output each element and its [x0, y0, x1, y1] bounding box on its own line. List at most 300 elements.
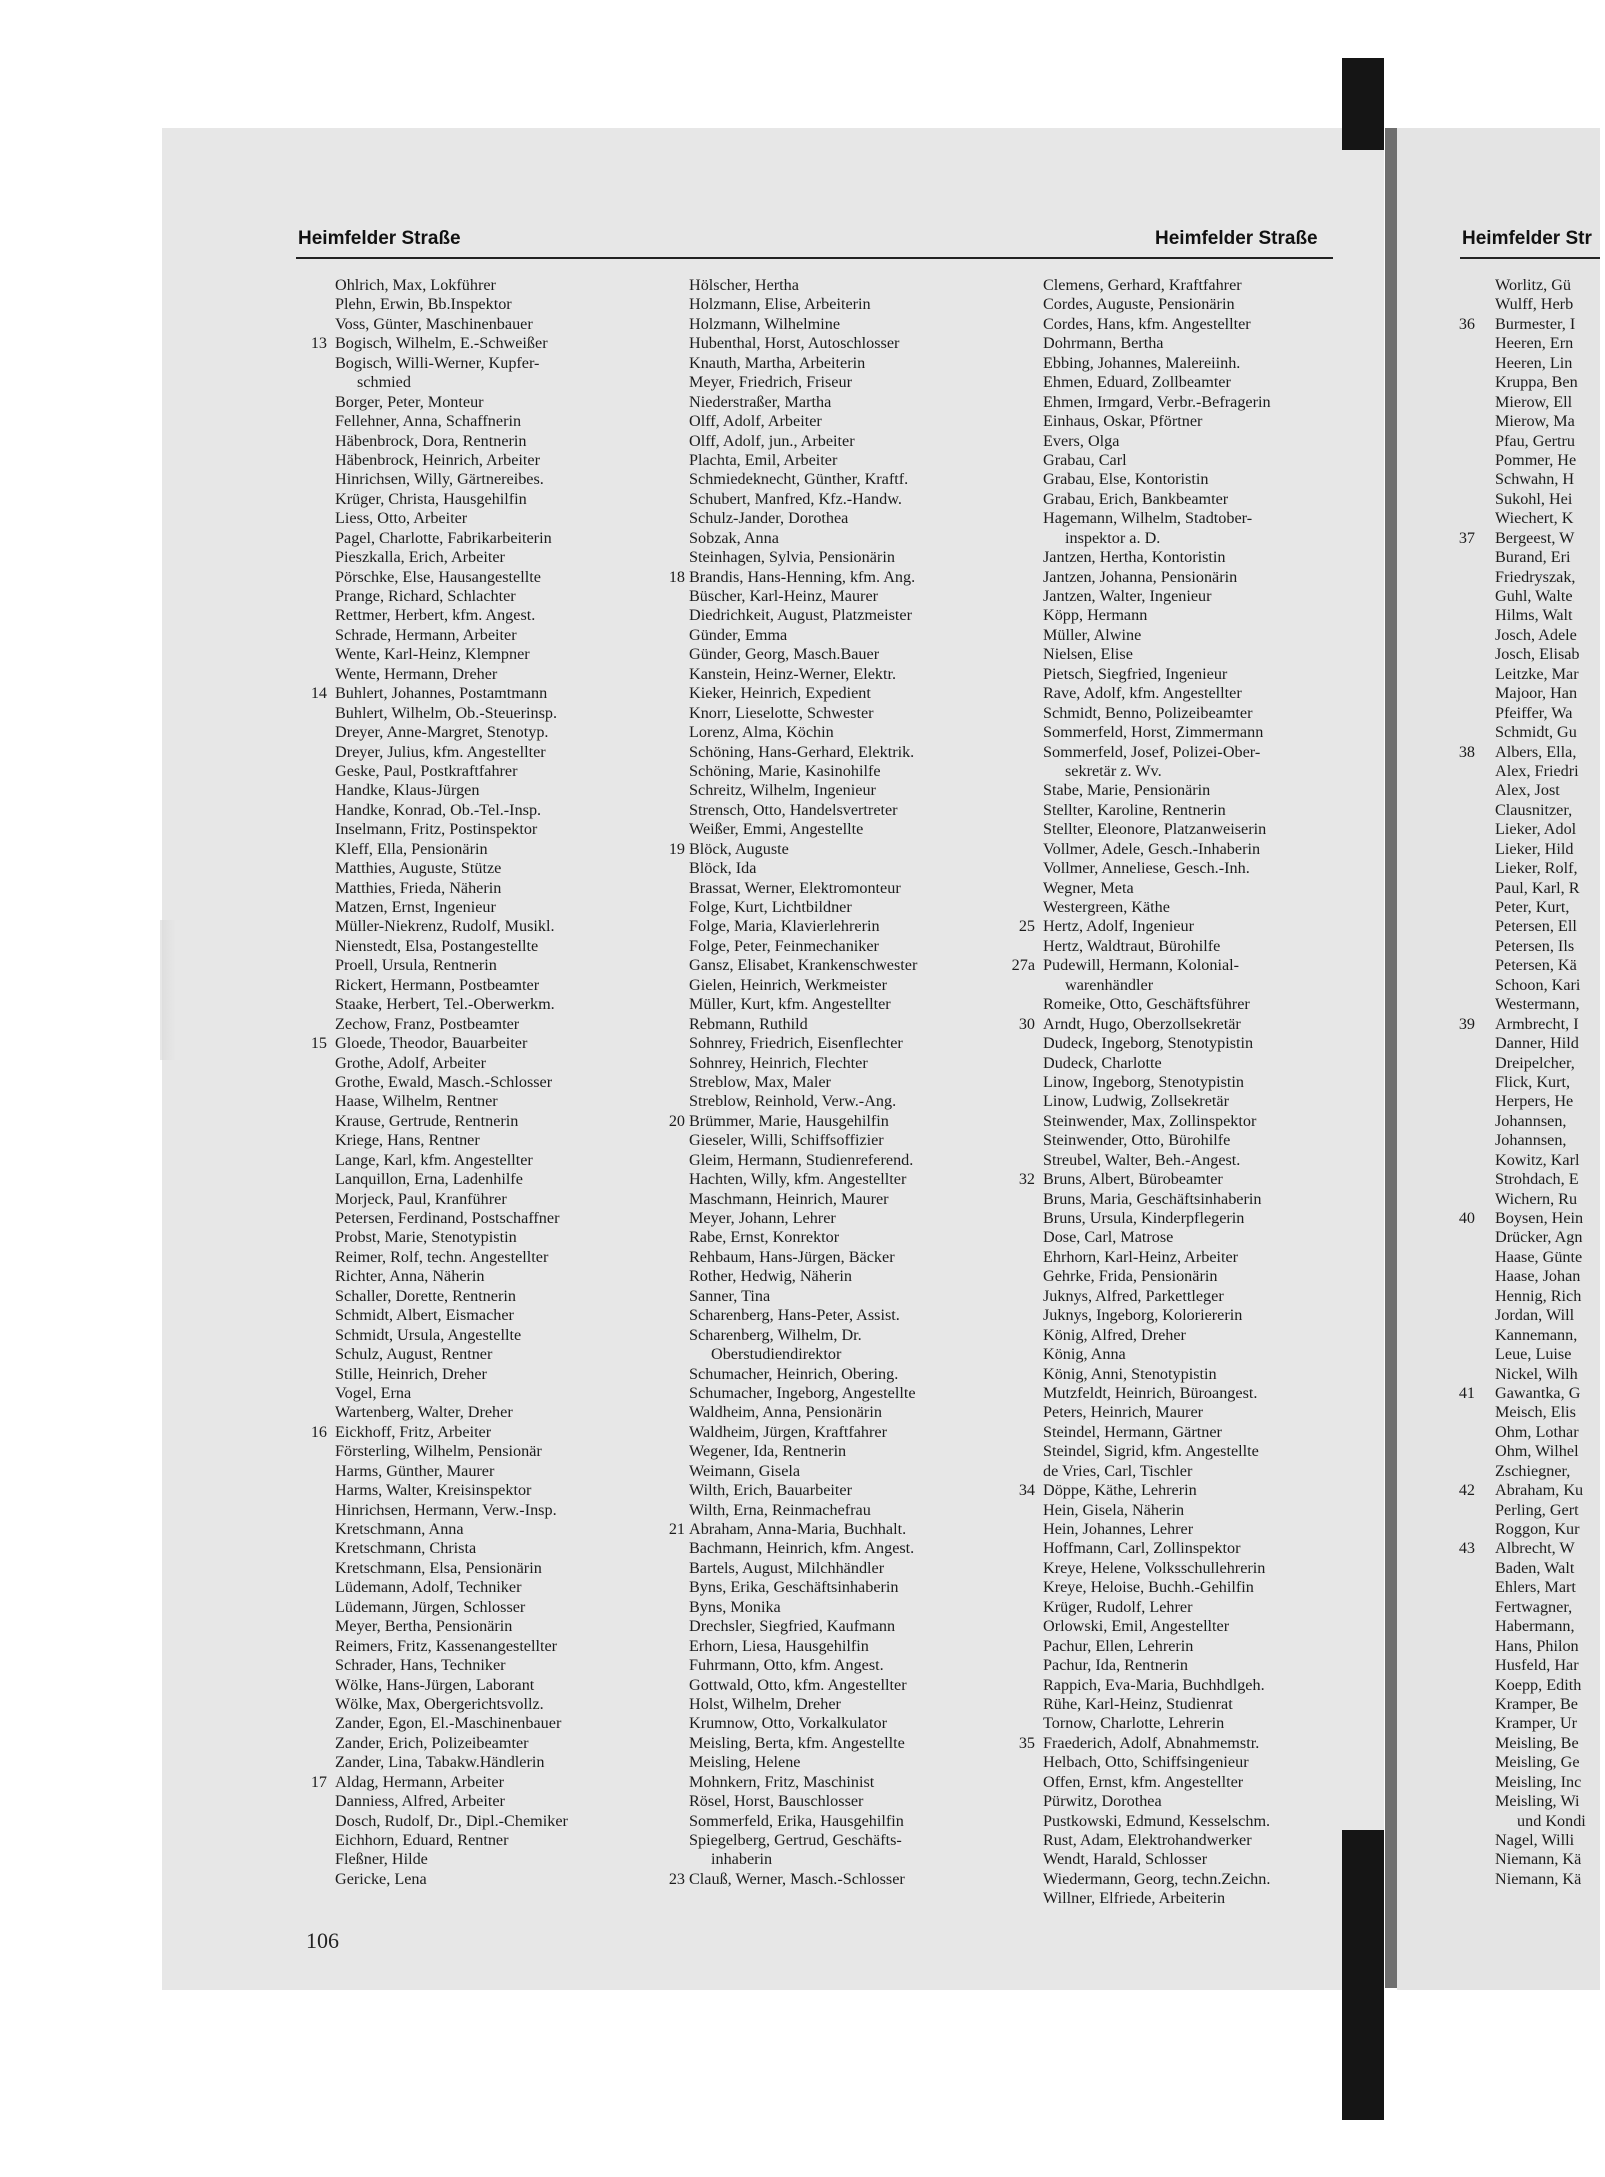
entry-text: Stellter, Karoline, Rentnerin — [1043, 800, 1226, 819]
directory-entry — [1495, 432, 1605, 451]
margin-smudge — [160, 920, 176, 1060]
directory-entry — [310, 684, 665, 703]
directory-entry — [1495, 509, 1605, 528]
entry-text: Kretschmann, Christa — [335, 1539, 477, 1558]
entry-text: Dreipelcher, — [1495, 1053, 1575, 1072]
entry-text: Ohm, Lothar — [1495, 1422, 1579, 1441]
header-rule-right-page — [1460, 257, 1600, 259]
directory-entry — [335, 1131, 665, 1150]
entry-text: Pachur, Ida, Rentnerin — [1043, 1656, 1188, 1675]
directory-entry — [689, 626, 1019, 645]
entry-text: Kanstein, Heinz-Werner, Elektr. — [689, 664, 897, 683]
directory-entry — [1495, 1092, 1605, 1111]
directory-entry — [1043, 1792, 1343, 1811]
directory-entry — [689, 1228, 1019, 1247]
directory-entry — [1495, 1112, 1605, 1131]
house-number: 21 — [668, 1520, 685, 1538]
entry-text: Borger, Peter, Monteur — [335, 392, 484, 411]
directory-entry — [1043, 859, 1343, 878]
entry-text: Zander, Egon, El.-Maschinenbauer — [335, 1714, 562, 1733]
house-number: 14 — [310, 684, 327, 703]
directory-entry — [1043, 1676, 1343, 1695]
entry-text: Nickel, Wilh — [1495, 1364, 1578, 1383]
directory-entry — [335, 1676, 665, 1695]
directory-entry — [335, 898, 665, 917]
directory-entry — [1043, 1190, 1343, 1209]
entry-text: Haase, Johan — [1495, 1267, 1581, 1286]
directory-entry — [1043, 1267, 1343, 1286]
directory-entry — [1043, 645, 1343, 664]
entry-text: Grabau, Carl — [1043, 450, 1127, 469]
directory-entry — [1495, 801, 1605, 820]
directory-entry — [1495, 859, 1605, 878]
page-number: 106 — [306, 1928, 339, 1953]
entry-text: Eichhorn, Eduard, Rentner — [335, 1831, 509, 1849]
entry-text: Pagel, Charlotte, Fabrikarbeiterin — [335, 528, 552, 547]
entry-text: Geske, Paul, Postkraftfahrer — [335, 761, 518, 780]
entry-text: Jantzen, Johanna, Pensionärin — [1043, 567, 1238, 586]
entry-text: Strohdach, E — [1495, 1170, 1579, 1189]
directory-entry — [1495, 1190, 1605, 1209]
clip-bottom — [1342, 1830, 1384, 2120]
directory-entry — [335, 1384, 665, 1403]
entry-text: Pürwitz, Dorothea — [1043, 1792, 1162, 1811]
directory-entry — [689, 743, 1019, 762]
directory-entry — [689, 334, 1019, 353]
entry-text: Pfeiffer, Wa — [1495, 703, 1573, 722]
entry-text: Habermann, — [1495, 1617, 1575, 1636]
entry-text: Pieszkalla, Erich, Arbeiter — [335, 548, 505, 567]
entry-text: Wichern, Ru — [1495, 1189, 1578, 1208]
entry-text: Pudewill, Hermann, Kolonial- — [1043, 956, 1240, 975]
entry-text: Knorr, Lieselotte, Schwester — [689, 703, 874, 722]
directory-entry — [689, 354, 1019, 373]
entry-text: Bogisch, Wilhelm, E.-Schweißer — [335, 334, 548, 353]
directory-entry — [335, 859, 665, 878]
entry-text: Clauß, Werner, Masch.-Schlosser — [689, 1869, 905, 1888]
directory-entry — [689, 1034, 1019, 1053]
entry-text: Hubenthal, Horst, Autoschlosser — [689, 334, 900, 353]
directory-entry — [335, 1190, 665, 1209]
directory-entry — [689, 1054, 1019, 1073]
entry-text: und Kondi — [1517, 1811, 1586, 1830]
entry-text: Niederstraßer, Martha — [689, 392, 832, 411]
entry-text: Schwahn, H — [1495, 470, 1575, 489]
entry-text: Petersen, Kä — [1495, 956, 1577, 975]
entry-text: Alex, Jost — [1495, 781, 1560, 800]
directory-entry — [1458, 1481, 1605, 1500]
directory-entry — [335, 451, 665, 470]
directory-entry — [1043, 1889, 1343, 1908]
house-number: 32 — [1018, 1170, 1035, 1189]
directory-entry — [1043, 898, 1343, 917]
directory-entry — [689, 432, 1019, 451]
entry-text: Zander, Erich, Polizeibeamter — [335, 1733, 529, 1752]
entry-text: Reimers, Fritz, Kassenangestellter — [335, 1636, 558, 1655]
directory-entry — [689, 1773, 1019, 1792]
entry-text: Pommer, He — [1495, 450, 1577, 469]
book-gutter — [1385, 128, 1397, 1988]
directory-entry — [1043, 1228, 1343, 1247]
directory-entry — [1043, 451, 1343, 470]
entry-text: Ohm, Wilhel — [1495, 1442, 1579, 1461]
entry-text: Hilms, Walt — [1495, 606, 1573, 625]
directory-entry — [1495, 917, 1605, 936]
directory-entry — [335, 276, 665, 295]
entry-text: Folge, Kurt, Lichtbildner — [689, 898, 852, 916]
entry-text: Krüger, Rudolf, Lehrer — [1043, 1597, 1193, 1616]
entry-text: Heeren, Ern — [1495, 334, 1574, 353]
entry-text: Wegener, Ida, Rentnerin — [689, 1442, 847, 1461]
directory-entry — [1043, 879, 1343, 898]
entry-text: Hein, Johannes, Lehrer — [1043, 1520, 1194, 1538]
entry-text: Holzmann, Elise, Arbeiterin — [689, 295, 871, 314]
entry-text: Gehrke, Frida, Pensionärin — [1043, 1267, 1218, 1286]
directory-entry — [335, 1345, 665, 1364]
entry-text: Jantzen, Walter, Ingenieur — [1043, 587, 1212, 605]
directory-entry — [689, 1306, 1019, 1325]
directory-entry — [335, 1267, 665, 1286]
entry-text: Gansz, Elisabet, Krankenschwester — [689, 956, 918, 975]
entry-text: Probst, Marie, Stenotypistin — [335, 1228, 517, 1247]
directory-entry — [335, 529, 665, 548]
directory-entry — [335, 1598, 665, 1617]
directory-entry — [689, 723, 1019, 742]
entry-text: Meisling, Be — [1495, 1733, 1579, 1752]
directory-entry — [1043, 1131, 1343, 1150]
directory-entry — [689, 1734, 1019, 1753]
directory-entry — [689, 1637, 1019, 1656]
entry-text: Josch, Adele — [1495, 625, 1577, 644]
house-number: 27a — [1011, 956, 1035, 975]
directory-entry — [1495, 781, 1605, 800]
directory-entry — [310, 1034, 665, 1053]
directory-entry — [1043, 1559, 1343, 1578]
entry-text: Sohnrey, Friedrich, Eisenflechter — [689, 1034, 903, 1053]
entry-text: Johannsen, — [1495, 1111, 1567, 1130]
entry-text: Krause, Gertrude, Rentnerin — [335, 1111, 519, 1130]
directory-entry — [1495, 1151, 1605, 1170]
entry-text: Pachur, Ellen, Lehrerin — [1043, 1636, 1194, 1655]
house-number: 16 — [310, 1422, 327, 1441]
directory-entry — [1043, 626, 1343, 645]
directory-entry — [1495, 1248, 1605, 1267]
house-number: 17 — [310, 1772, 327, 1791]
entry-text: Lüdemann, Jürgen, Schlosser — [335, 1597, 526, 1616]
directory-entry — [689, 1287, 1019, 1306]
entry-text: Steindel, Hermann, Gärtner — [1043, 1422, 1222, 1441]
directory-entry — [1043, 1306, 1343, 1325]
directory-entry — [1043, 704, 1343, 723]
directory-entry — [335, 1151, 665, 1170]
entry-text: Weimann, Gisela — [689, 1461, 801, 1480]
directory-entry — [689, 684, 1019, 703]
directory-entry — [335, 606, 665, 625]
entry-text: Inselmann, Fritz, Postinspektor — [335, 820, 538, 839]
entry-text: Schaller, Dorette, Rentnerin — [335, 1286, 516, 1305]
entry-text: Petersen, Ils — [1495, 936, 1575, 955]
entry-text: Burand, Eri — [1495, 548, 1571, 567]
directory-entry — [689, 393, 1019, 412]
directory-entry — [689, 412, 1019, 431]
directory-column-3 — [1011, 276, 1343, 1909]
directory-entry — [1495, 820, 1605, 839]
entry-text: Rettmer, Herbert, kfm. Angest. — [335, 606, 536, 625]
entry-text: Nienstedt, Elsa, Postangestellte — [335, 936, 539, 955]
directory-entry — [1043, 393, 1343, 412]
directory-entry — [689, 1559, 1019, 1578]
directory-entry — [310, 1422, 665, 1442]
directory-entry — [1043, 1151, 1343, 1170]
directory-entry — [1495, 1559, 1605, 1578]
entry-text: Fertwagner, — [1495, 1597, 1573, 1616]
entry-text: Stille, Heinrich, Dreher — [335, 1364, 487, 1383]
entry-text: Kramper, Be — [1495, 1694, 1578, 1713]
directory-entry — [689, 820, 1019, 839]
entry-text: sekretär z. Wv. — [1065, 761, 1162, 780]
entry-text: Folge, Maria, Klavierlehrerin — [689, 917, 880, 936]
directory-entry — [689, 995, 1019, 1014]
directory-entry — [335, 1306, 665, 1325]
directory-entry — [1043, 1054, 1343, 1073]
entry-text: Blöck, Auguste — [689, 839, 789, 858]
directory-entry — [335, 1481, 665, 1500]
entry-text: Matthies, Auguste, Stütze — [335, 859, 502, 878]
entry-text: Baden, Walt — [1495, 1558, 1575, 1577]
entry-text: Kruppa, Ben — [1495, 373, 1578, 392]
entry-text: Ehmen, Irmgard, Verbr.-Befragerin — [1043, 392, 1271, 411]
directory-entry — [1018, 1481, 1343, 1500]
directory-entry — [1043, 606, 1343, 625]
directory-entry — [1043, 1773, 1343, 1792]
entry-text: Haase, Wilhelm, Rentner — [335, 1092, 498, 1111]
entry-text: Plehn, Erwin, Bb.Inspektor — [335, 295, 512, 314]
house-number: 25 — [1018, 917, 1035, 936]
entry-text: Kleff, Ella, Pensionärin — [335, 839, 488, 858]
directory-column-1 — [310, 276, 665, 1889]
directory-entry — [335, 1714, 665, 1733]
directory-entry — [1495, 1656, 1605, 1675]
directory-entry — [689, 1092, 1019, 1111]
directory-entry — [1495, 354, 1605, 373]
entry-text: Romeike, Otto, Geschäftsführer — [1043, 995, 1250, 1014]
directory-entry — [1495, 1403, 1605, 1422]
directory-entry — [689, 509, 1019, 528]
directory-entry — [1043, 1520, 1343, 1539]
entry-text: Schulz, August, Rentner — [335, 1345, 493, 1364]
entry-text: Rickert, Hermann, Postbeamter — [335, 975, 540, 994]
directory-entry — [1043, 373, 1343, 392]
directory-entry — [689, 1365, 1019, 1384]
entry-text: Herpers, He — [1495, 1092, 1574, 1111]
entry-text: Dohrmann, Bertha — [1043, 334, 1164, 353]
directory-entry — [1495, 568, 1605, 587]
entry-text: Sohnrey, Heinrich, Flechter — [689, 1053, 868, 1072]
directory-entry — [689, 470, 1019, 489]
entry-text: Liess, Otto, Arbeiter — [335, 509, 468, 528]
entry-text: Stellter, Eleonore, Platzanweiserin — [1043, 820, 1267, 839]
house-number: 34 — [1018, 1481, 1035, 1500]
entry-text: Schrade, Hermann, Arbeiter — [335, 625, 517, 644]
entry-text: Proell, Ursula, Rentnerin — [335, 956, 497, 975]
directory-entry — [1043, 509, 1343, 528]
entry-text: Ebbing, Johannes, Malereiinh. — [1043, 353, 1241, 372]
entry-text: Weißer, Emmi, Angestellte — [689, 820, 864, 839]
directory-entry — [1495, 1773, 1605, 1792]
entry-text: Buhlert, Wilhelm, Ob.-Steuerinsp. — [335, 703, 558, 722]
entry-text: Rühe, Karl-Heinz, Studienrat — [1043, 1694, 1233, 1713]
directory-entry — [689, 1695, 1019, 1714]
directory-entry — [335, 509, 665, 528]
directory-entry — [1495, 295, 1605, 314]
entry-text: Hinrichsen, Willy, Gärtnereibes. — [335, 470, 544, 489]
directory-entry — [335, 1501, 665, 1520]
directory-column-4 — [1458, 276, 1605, 1916]
entry-text: Wiedermann, Georg, techn.Zeichn. — [1043, 1869, 1271, 1888]
entry-text: Blöck, Ida — [689, 859, 757, 878]
house-number: 41 — [1458, 1383, 1475, 1402]
directory-entry — [1495, 1870, 1605, 1889]
directory-entry — [1043, 295, 1343, 314]
entry-text: Krüger, Christa, Hausgehilfin — [335, 489, 527, 508]
directory-entry — [689, 315, 1019, 334]
entry-text: Mierow, Ell — [1495, 392, 1573, 411]
directory-entry — [1495, 704, 1605, 723]
directory-entry — [1495, 1462, 1605, 1481]
entry-text: Matthies, Frieda, Näherin — [335, 878, 502, 897]
directory-entry — [335, 743, 665, 762]
directory-entry — [335, 1054, 665, 1073]
entry-text: Bruns, Albert, Bürobeamter — [1043, 1170, 1223, 1189]
entry-text: Spiegelberg, Gertrud, Geschäfts- — [689, 1831, 902, 1849]
directory-entry — [1043, 1501, 1343, 1520]
entry-text: König, Anna — [1043, 1345, 1126, 1364]
directory-entry — [689, 606, 1019, 625]
entry-text: Grabau, Erich, Bankbeamter — [1043, 489, 1229, 508]
entry-text: Jantzen, Hertha, Kontoristin — [1043, 548, 1226, 567]
entry-text: Einhaus, Oskar, Pförtner — [1043, 412, 1203, 431]
house-number: 42 — [1458, 1481, 1475, 1500]
directory-entry — [1495, 723, 1605, 742]
directory-entry — [1011, 956, 1343, 975]
running-head-right: Heimfelder Straße — [1155, 228, 1318, 249]
entry-text: Reimer, Rolf, techn. Angestellter — [335, 1247, 549, 1266]
directory-entry — [689, 1267, 1019, 1286]
entry-text: Hoffmann, Carl, Zollinspektor — [1043, 1539, 1241, 1558]
entry-text: Gieseler, Willi, Schiffsoffizier — [689, 1131, 884, 1150]
entry-text: Kowitz, Karl — [1495, 1150, 1580, 1169]
entry-text: Maschmann, Heinrich, Maurer — [689, 1189, 889, 1208]
entry-text: Müller, Kurt, kfm. Angestellter — [689, 995, 891, 1014]
entry-text: Danniess, Alfred, Arbeiter — [335, 1792, 505, 1811]
entry-text: Steinwender, Max, Zollinspektor — [1043, 1111, 1257, 1130]
entry-text: Rother, Hedwig, Näherin — [689, 1267, 852, 1286]
entry-text: Jordan, Will — [1495, 1306, 1575, 1325]
entry-text: Waldheim, Anna, Pensionärin — [689, 1403, 882, 1422]
entry-text: Tornow, Charlotte, Lehrerin — [1043, 1714, 1225, 1733]
entry-text: Strensch, Otto, Handelsvertreter — [689, 800, 898, 819]
entry-text: Clemens, Gerhard, Kraftfahrer — [1043, 276, 1242, 294]
entry-text: Zander, Lina, Tabakw.Händlerin — [335, 1753, 545, 1772]
directory-entry — [1495, 1423, 1605, 1442]
entry-text: Dosch, Rudolf, Dr., Dipl.-Chemiker — [335, 1811, 568, 1830]
entry-text: Petersen, Ferdinand, Postschaffner — [335, 1209, 560, 1227]
directory-entry — [689, 1423, 1019, 1442]
directory-entry — [1043, 568, 1343, 587]
entry-text: Bruns, Ursula, Kinderpflegerin — [1043, 1209, 1245, 1227]
directory-entry — [1458, 742, 1605, 762]
directory-entry — [1495, 587, 1605, 606]
entry-text: Schöning, Hans-Gerhard, Elektrik. — [689, 742, 915, 761]
entry-text: Peters, Heinrich, Maurer — [1043, 1403, 1204, 1422]
entry-text: Steinhagen, Sylvia, Pensionärin — [689, 548, 895, 567]
entry-text: Schmidt, Ursula, Angestellte — [335, 1325, 522, 1344]
directory-entry — [1043, 1248, 1343, 1267]
directory-entry — [1495, 1753, 1605, 1772]
directory-entry — [335, 1228, 665, 1247]
entry-text: Majoor, Han — [1495, 684, 1578, 703]
directory-entry — [689, 762, 1019, 781]
directory-entry — [1495, 937, 1605, 956]
house-number: 15 — [310, 1034, 327, 1053]
entry-text: Döppe, Käthe, Lehrerin — [1043, 1481, 1197, 1500]
entry-text: Schmidt, Gu — [1495, 723, 1577, 742]
entry-text: Ehrhorn, Karl-Heinz, Arbeiter — [1043, 1247, 1239, 1266]
entry-text: Linow, Ingeborg, Stenotypistin — [1043, 1072, 1244, 1091]
directory-entry — [689, 937, 1019, 956]
directory-entry — [1495, 1792, 1605, 1811]
entry-text: Schmidt, Benno, Polizeibeamter — [1043, 703, 1253, 722]
entry-text: Gawantka, G — [1495, 1383, 1581, 1402]
entry-text: Cordes, Auguste, Pensionärin — [1043, 295, 1235, 314]
entry-text: Lieker, Hild — [1495, 839, 1574, 858]
entry-text: Morjeck, Paul, Kranführer — [335, 1189, 507, 1208]
entry-text: Bruns, Maria, Geschäftsinhaberin — [1043, 1189, 1262, 1208]
directory-entry — [335, 820, 665, 839]
directory-entry — [1043, 276, 1343, 295]
directory-entry — [1495, 1131, 1605, 1150]
entry-text: Clausnitzer, — [1495, 800, 1573, 819]
entry-text: inspektor a. D. — [1065, 528, 1161, 547]
entry-text: Kramper, Ur — [1495, 1714, 1578, 1733]
entry-text: Wente, Hermann, Dreher — [335, 664, 498, 683]
directory-entry — [689, 1170, 1019, 1189]
directory-entry — [1043, 801, 1343, 820]
directory-entry — [335, 1812, 665, 1831]
entry-text: Petersen, Ell — [1495, 917, 1577, 936]
directory-entry — [335, 781, 665, 800]
entry-text: Evers, Olga — [1043, 431, 1120, 450]
directory-entry — [1495, 684, 1605, 703]
entry-text: Scharenberg, Wilhelm, Dr. — [689, 1325, 862, 1344]
entry-text: Pietsch, Siegfried, Ingenieur — [1043, 664, 1228, 683]
entry-text: Vogel, Erna — [335, 1383, 412, 1402]
directory-entry — [689, 1151, 1019, 1170]
directory-entry — [689, 1403, 1019, 1422]
directory-entry — [335, 432, 665, 451]
directory-entry — [689, 1442, 1019, 1461]
directory-entry — [335, 1209, 665, 1228]
entry-text: Dudeck, Charlotte — [1043, 1053, 1162, 1072]
entry-text: Wulff, Herb — [1495, 295, 1574, 314]
directory-entry — [689, 1617, 1019, 1636]
entry-text: Harms, Günther, Maurer — [335, 1461, 495, 1480]
directory-entry — [1495, 1637, 1605, 1656]
entry-text: Gottwald, Otto, kfm. Angestellter — [689, 1675, 907, 1694]
directory-entry — [1043, 723, 1343, 742]
directory-entry — [335, 490, 665, 509]
directory-entry — [1495, 1714, 1605, 1733]
